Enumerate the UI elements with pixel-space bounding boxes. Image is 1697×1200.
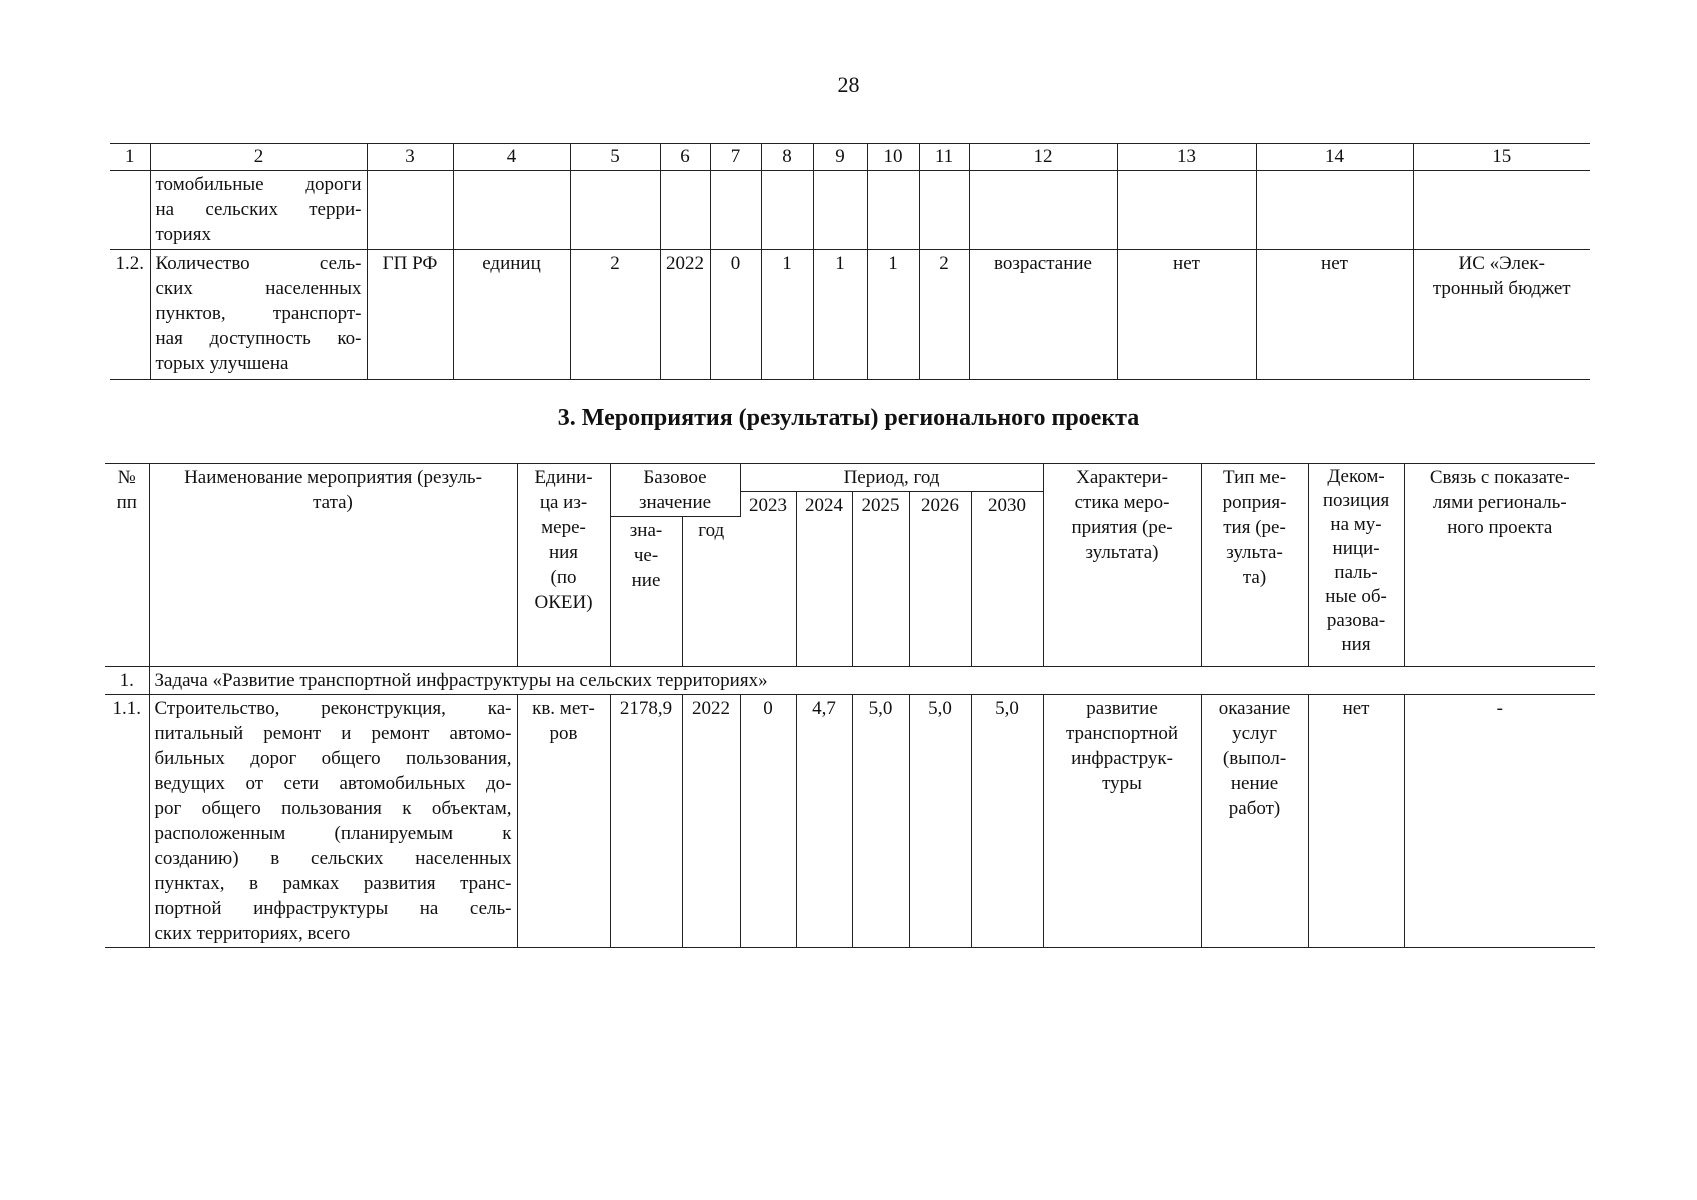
event-value-2024: 4,7 xyxy=(796,695,852,948)
event-link: - xyxy=(1404,695,1595,948)
row-number: 1.2. xyxy=(110,250,150,380)
cell xyxy=(969,171,1117,250)
indicator-name: Количество сель- ских населенных пунктов, транспорт- ная доступность ко- торых улучшена xyxy=(150,250,367,380)
event-characteristic: развитие транспортной инфраструк- туры xyxy=(1043,695,1201,948)
indicators-table xyxy=(110,143,1590,380)
page-number: 28 xyxy=(837,72,860,97)
column-number: 12 xyxy=(969,144,1117,171)
events-table xyxy=(105,463,1595,948)
level-cell: ГП РФ xyxy=(367,250,453,380)
column-number: 1 xyxy=(110,144,150,171)
cell: нет xyxy=(1117,250,1256,380)
value-cell: 1 xyxy=(761,250,813,380)
indicator-name: томобильные дороги на сельских терри- ториях xyxy=(150,171,367,250)
cell xyxy=(1413,171,1590,250)
event-value-2026: 5,0 xyxy=(909,695,971,948)
header-period: Период, год xyxy=(740,464,1043,492)
info-system-cell: ИС «Элек- тронный бюджет xyxy=(1413,250,1590,380)
cell xyxy=(919,171,969,250)
column-number: 14 xyxy=(1256,144,1413,171)
event-value-2025: 5,0 xyxy=(852,695,909,948)
header-link: Связь с показате- лями региональ- ного проекта xyxy=(1404,464,1595,667)
column-number: 15 xyxy=(1413,144,1590,171)
section-heading: 3. Мероприятия (результаты) регионального проекта xyxy=(557,405,1140,431)
column-number: 13 xyxy=(1117,144,1256,171)
task-row xyxy=(105,667,1595,695)
header-base: Базовое значение xyxy=(610,464,740,517)
header-unit: Едини- ца из- мере- ния (по ОКЕИ) xyxy=(517,464,610,667)
header-decomposition: Деком- позиция на му- ници- паль- ные об- разова- ния xyxy=(1308,464,1404,667)
event-unit: кв. мет- ров xyxy=(517,695,610,948)
value-cell: 1 xyxy=(813,250,867,380)
cell xyxy=(453,171,570,250)
cell xyxy=(761,171,813,250)
value-cell: 2 xyxy=(919,250,969,380)
table-row xyxy=(110,250,1590,380)
column-number-row xyxy=(110,144,1590,171)
column-number: 9 xyxy=(813,144,867,171)
event-value-2023: 0 xyxy=(740,695,796,948)
value-cell: 1 xyxy=(867,250,919,380)
value-cell: 0 xyxy=(710,250,761,380)
header-year: 2025 xyxy=(852,492,909,667)
header-characteristic: Характери- стика меро- приятия (ре- зультата) xyxy=(1043,464,1201,667)
cell xyxy=(570,171,660,250)
column-number: 10 xyxy=(867,144,919,171)
table-row xyxy=(110,171,1590,250)
cell: нет xyxy=(1256,250,1413,380)
header-num: № пп xyxy=(105,464,149,667)
cell xyxy=(1117,171,1256,250)
base-year-cell: 2022 xyxy=(660,250,710,380)
cell xyxy=(1256,171,1413,250)
row-number xyxy=(110,171,150,250)
event-base-year: 2022 xyxy=(682,695,740,948)
cell xyxy=(710,171,761,250)
task-text: Задача «Развитие транспортной инфраструктуры на сельских территориях» xyxy=(149,667,1595,695)
header-year: 2030 xyxy=(971,492,1043,667)
column-number: 4 xyxy=(453,144,570,171)
trend-cell: возрастание xyxy=(969,250,1117,380)
event-type: оказание услуг (выпол- нение работ) xyxy=(1201,695,1308,948)
row-number: 1.1. xyxy=(105,695,149,948)
header-type: Тип ме- роприя- тия (ре- зульта- та) xyxy=(1201,464,1308,667)
column-number: 11 xyxy=(919,144,969,171)
header-row xyxy=(105,464,1595,492)
table-row xyxy=(105,695,1595,948)
column-number: 3 xyxy=(367,144,453,171)
column-number: 2 xyxy=(150,144,367,171)
cell xyxy=(367,171,453,250)
header-base-year: год xyxy=(682,517,740,667)
header-base-value: зна- че- ние xyxy=(610,517,682,667)
event-value-2030: 5,0 xyxy=(971,695,1043,948)
column-number: 5 xyxy=(570,144,660,171)
event-base-value: 2178,9 xyxy=(610,695,682,948)
header-year: 2024 xyxy=(796,492,852,667)
cell xyxy=(660,171,710,250)
cell xyxy=(867,171,919,250)
column-number: 8 xyxy=(761,144,813,171)
header-year: 2026 xyxy=(909,492,971,667)
column-number: 7 xyxy=(710,144,761,171)
task-number: 1. xyxy=(105,667,149,695)
event-name: Строительство, реконструкция, ка- питальный ремонт и ремонт автомо- бильных дорог общего пользования, ведущих от сети автомобильных до- рог общего пользования к объектам, расположенным (планируемым к созданию) в сельских населенных пунктах, в рамках развития транс- портной инфраструктуры на сель- ских территориях, всего xyxy=(149,695,517,948)
event-decomposition: нет xyxy=(1308,695,1404,948)
column-number: 6 xyxy=(660,144,710,171)
header-year: 2023 xyxy=(740,492,796,667)
cell xyxy=(813,171,867,250)
header-name: Наименование мероприятия (резуль- тата) xyxy=(149,464,517,667)
base-value-cell: 2 xyxy=(570,250,660,380)
unit-cell: единиц xyxy=(453,250,570,380)
